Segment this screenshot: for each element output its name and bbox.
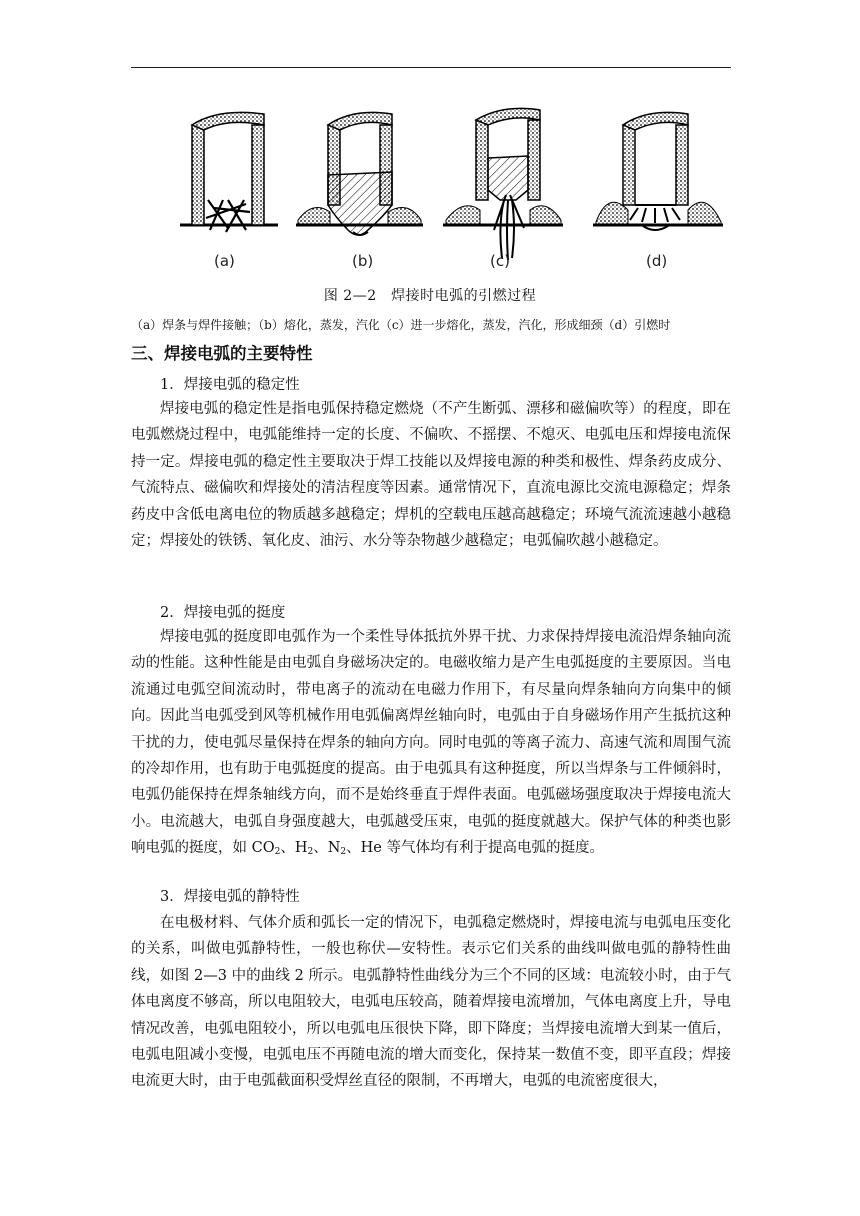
figure-caption: 图 2—2 焊接时电弧的引燃过程 <box>323 288 537 304</box>
gas-n2: $N_2$ <box>327 840 347 858</box>
figure-subcaption: （a）焊条与焊件接触；（b）熔化，蒸发，汽化（c）进一步熔化，蒸发，汽化，形成细颈（d）引燃时 <box>131 318 671 332</box>
fig-label-a: (a) <box>214 252 235 270</box>
subsection-title-1: 1．焊接电弧的稳定性 <box>160 377 300 393</box>
paragraph-stability: 焊接电弧的稳定性是指电弧保持稳定燃烧（不产生断弧、漂移和磁偏吹等）的程度，即在电弧燃烧过程中，电弧能维持一定的长度、不偏吹、不摇摆、不熄灭、电弧电压和焊接电流保持一定。焊接电弧的稳定性主要取决于焊工技能以及焊接电源的种类和极性、焊条药皮成分、气流特点、磁偏吹和焊接处的清洁程度等因素。通常情况下，直流电源比交流电源稳定；焊条药皮中含低电离电位的物质越多越稳定；焊机的空载电压越高越稳定；环境气流流速越小越稳定；焊接处的铁锈、氧化皮、油污、水分等杂物越少越稳定；电弧偏吹越小越稳定。 <box>131 401 731 550</box>
fig-label-b: (b) <box>352 252 374 270</box>
header-rule <box>131 67 731 68</box>
electrode-a-drawing <box>180 112 278 232</box>
subsection-title-2: 2．焊接电弧的挺度 <box>160 605 286 621</box>
subsection-title-3: 3．焊接电弧的静特性 <box>160 889 300 905</box>
electrode-b-drawing <box>296 112 423 235</box>
stiffness-text-a: 焊接电弧的挺度即电弧作为一个柔性导体抵抗外界干扰、力求保持焊接电流沿焊条轴向流动的性能。这种性能是由电弧自身磁场决定的。电磁收缩力是产生电弧挺度的主要原因。当电流通过电弧空间流动时，带电离子的流动在电磁力作用下，有尽量向焊条轴向方向集中的倾向。因此当电弧受到风等机械作用电弧偏离焊丝轴向时，电弧由于自身磁场作用产生抵抗这种干扰的力，使电弧尽量保持在焊条的轴向方向。同时电弧的等离子流力、高速气流和周围气流的冷却作用，也有助于电弧挺度的提高。由于电弧具有这种挺度，所以当焊条与工件倾斜时，电弧仍能保持在焊条轴线方向，而不是始终垂直于焊件表面。电弧磁场强度取决于焊接电流大小。电流越大，电弧自身强度越大，电弧越受压束，电弧的挺度就越大。保护气体的种类也影响电弧的挺度，如 <box>131 629 731 857</box>
electrode-c-drawing <box>443 108 563 260</box>
figure-arc-ignition <box>168 100 748 290</box>
paragraph-stiffness: 焊接电弧的挺度即电弧作为一个柔性导体抵抗外界干扰、力求保持焊接电流沿焊条轴向流动的性能。这种性能是由电弧自身磁场决定的。电磁收缩力是产生电弧挺度的主要原因。当电流通过电弧空间流动时，带电离子的流动在电磁力作用下，有尽量向焊条轴向方向集中的倾向。因此当电弧受到风等机械作用电弧偏离焊丝轴向时，电弧由于自身磁场作用产生抵抗这种干扰的力，使电弧尽量保持在焊条的轴向方向。同时电弧的等离子流力、高速气流和周围气流的冷却作用，也有助于电弧挺度的提高。由于电弧具有这种挺度，所以当焊条与工件倾斜时，电弧仍能保持在焊条轴线方向，而不是始终垂直于焊件表面。电弧磁场强度取决于焊接电流大小。电流越大，电弧自身强度越大，电弧越受压束，电弧的挺度就越大。保护气体的种类也影响电弧的挺度，如 $CO_2$、$H_2$、$N_2$、He 等气体均有利于提高电弧的挺度。 <box>131 629 731 858</box>
section-title: 三、焊接电弧的主要特性 <box>131 344 313 363</box>
gas-h2: $H_2$ <box>294 840 314 858</box>
electrode-d-drawing <box>593 112 723 230</box>
fig-label-c: (c) <box>490 252 510 270</box>
gas-co2: $CO_2$ <box>251 840 281 858</box>
stiffness-text-b: He 等气体均有利于提高电弧的挺度。 <box>360 840 604 857</box>
paragraph-static-characteristic: 在电极材料、气体介质和弧长一定的情况下，电弧稳定燃烧时，焊接电流与电弧电压变化的关系，叫做电弧静特性，一般也称伏—安特性。表示它们关系的曲线叫做电弧的静特性曲线，如图 2—3 中的曲线 2 所示。电弧静特性曲线分为三个不同的区域：电流较小时，由于气体电离度不够高，所以电阻较大，电弧电压较高，随着焊接电流增加，气体电离度上升，导电情况改善，电弧电阻较小，所以电弧电压很快下降，即下降度；当焊接电流增大到某一值后，电弧电阻减小变慢，电弧电压不再随电流的增大而变化，保持某一数值不变，即平直段；焊接电流更大时，由于电弧截面积受焊丝直径的限制，不再增大，电弧的电流密度很大， <box>131 915 731 1090</box>
fig-label-d: (d) <box>646 252 668 270</box>
